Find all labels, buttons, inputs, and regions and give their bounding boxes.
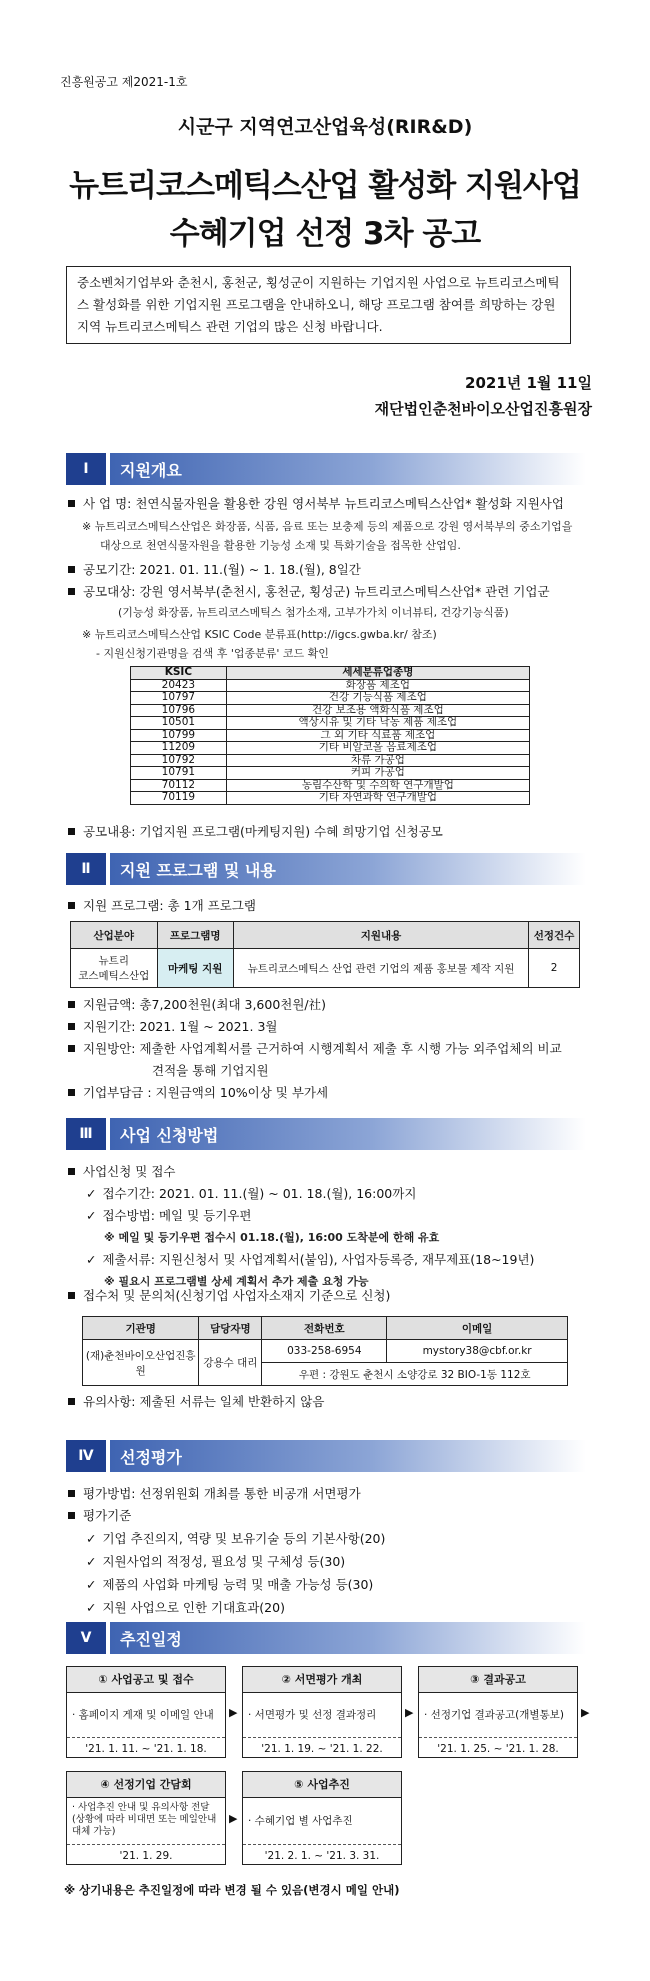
table-header-row	[71, 922, 580, 949]
bullet-icon	[68, 566, 75, 573]
contact-address: 우편 : 강원도 춘천시 소양강로 32 BIO-1동 112호	[262, 1363, 568, 1386]
documents-note: ※ 필요시 프로그램별 상세 계획서 추가 제출 요청 가능	[104, 1275, 369, 1288]
table-header: 산업분야	[71, 922, 158, 949]
section-title: 지원 프로그램 및 내용	[110, 853, 586, 885]
table-row	[131, 779, 530, 792]
section-3-header	[66, 1118, 586, 1150]
ksic-industry: 화장품 제조업	[226, 679, 529, 692]
ksic-industry: 액상시유 및 기타 낙농 제품 제조업	[226, 717, 529, 730]
eval-method-line: 평가방법: 선정위원회 개최를 통한 비공개 서면평가	[68, 1484, 361, 1502]
table-row	[83, 1340, 568, 1363]
ksic-table	[130, 666, 530, 805]
ksic-code: 70112	[131, 779, 227, 792]
section-number: Ⅴ	[66, 1622, 106, 1654]
arrow-right-icon: ▶	[229, 1812, 238, 1825]
content-line: 공모내용: 기업지원 프로그램(마케팅지원) 수혜 희망기업 신청공모	[68, 822, 443, 840]
apply-method-note: ※ 메일 및 등기우편 접수시 01.18.(월), 16:00 도착분에 한해 유효	[104, 1231, 440, 1244]
ksic-industry: 차류 가공업	[226, 754, 529, 767]
section-title: 추진일정	[110, 1622, 586, 1654]
ksic-industry: 건강 기능식품 제조업	[226, 692, 529, 705]
table-header-row	[83, 1317, 568, 1340]
schedule-step-4	[66, 1771, 226, 1865]
step-title: ④ 선정기업 간담회	[67, 1772, 225, 1798]
bullet-icon	[68, 828, 75, 835]
check-icon: ✓	[86, 1531, 97, 1546]
bullet-icon	[68, 588, 75, 595]
contact-org: (재)춘천바이오산업진흥원	[83, 1340, 199, 1386]
step-title: ⑤ 사업추진	[243, 1772, 401, 1798]
bullet-icon	[68, 1512, 75, 1519]
bullet-icon	[68, 1168, 75, 1175]
period-line: 공모기간: 2021. 01. 11.(월) ~ 1. 18.(월), 8일간	[68, 560, 361, 578]
burden-line: 기업부담금 : 지원금액의 10%이상 및 부가세	[68, 1083, 328, 1101]
schedule-step-2	[242, 1666, 402, 1758]
bullet-icon	[68, 1490, 75, 1497]
ksic-code: 20423	[131, 679, 227, 692]
check-icon: ✓	[86, 1600, 97, 1615]
ksic-industry: 커피 가공업	[226, 767, 529, 780]
table-header: 담당자명	[199, 1317, 262, 1340]
step-body: · 홈페이지 게재 및 이메일 안내	[67, 1693, 225, 1738]
check-icon: ✓	[86, 1577, 97, 1592]
schedule-step-5	[242, 1771, 402, 1865]
step-body: · 수혜기업 별 사업추진	[243, 1798, 401, 1845]
apply-method: ✓ 접수방법: 메일 및 등기우편	[86, 1208, 252, 1223]
target-line: 공모대상: 강원 영서북부(춘천시, 홍천군, 횡성군) 뉴트리코스메틱스산업* 관련 기업군	[68, 582, 550, 600]
schedule-step-3	[418, 1666, 578, 1758]
step-date: '21. 1. 29.	[119, 1850, 173, 1862]
bullet-icon	[68, 1292, 75, 1299]
bullet-icon	[68, 902, 75, 909]
ksic-code: 10797	[131, 692, 227, 705]
bullet-icon	[68, 1023, 75, 1030]
ksic-code: 70119	[131, 792, 227, 805]
ksic-industry: 기타 비알코올 음료제조업	[226, 742, 529, 755]
arrow-right-icon: ▶	[229, 1706, 238, 1719]
eval-criteria-line: 평가기준	[68, 1506, 131, 1524]
table-row	[131, 704, 530, 717]
check-icon: ✓	[86, 1186, 97, 1201]
bullet-icon	[68, 500, 75, 507]
table-row	[131, 679, 530, 692]
table-row	[131, 792, 530, 805]
table-row	[131, 754, 530, 767]
check-icon: ✓	[86, 1554, 97, 1569]
program-subtitle: 시군구 지역연고산업육성(RIR&D)	[177, 116, 473, 138]
ksic-code: 10799	[131, 729, 227, 742]
apply-period: ✓ 접수기간: 2021. 01. 11.(월) ~ 01. 18.(월), 16:00까지	[86, 1186, 417, 1201]
ksic-industry: 그 외 기타 식료품 제조업	[226, 729, 529, 742]
table-header: KSIC	[131, 667, 227, 680]
section-1-header	[66, 453, 586, 485]
selection-count: 2	[529, 949, 580, 988]
check-icon: ✓	[86, 1252, 97, 1267]
contact-person: 강용수 대리	[199, 1340, 262, 1386]
criteria-item: ✓ 지원사업의 적정성, 필요성 및 구체성 등(30)	[86, 1554, 346, 1569]
target-detail: (기능성 화장품, 뉴트리코스메틱스 첨가소재, 고부가가치 이너뷰티, 건강기능식품)	[118, 606, 509, 619]
table-header: 선정건수	[529, 922, 580, 949]
section-number: Ⅰ	[66, 453, 106, 485]
intro-box: 중소벤처기업부와 춘천시, 홍천군, 횡성군이 지원하는 기업지원 사업으로 뉴트리코스메틱스 활성화를 위한 기업지원 프로그램을 안내하오니, 해당 프로그램 참여를 희망하는 강원지역 뉴트리코스메틱스 관련 기업의 많은 신청 바랍니다.	[66, 266, 571, 344]
step-body: · 서면평가 및 선정 결과정리	[243, 1693, 401, 1738]
table-header: 지원내용	[233, 922, 528, 949]
bullet-icon	[68, 1398, 75, 1405]
table-header: 기관명	[83, 1317, 199, 1340]
section-number: Ⅲ	[66, 1118, 106, 1150]
arrow-right-icon: ▶	[581, 1706, 590, 1719]
documents-line: ✓ 제출서류: 지원신청서 및 사업계획서(붙임), 사업자등록증, 재무제표(18~19년)	[86, 1252, 535, 1267]
step-title: ② 서면평가 개최	[243, 1667, 401, 1693]
program-name: 마케팅 지원	[157, 949, 233, 988]
table-header: 전화번호	[262, 1317, 387, 1340]
duration-line: 지원기간: 2021. 1월 ~ 2021. 3월	[68, 1017, 277, 1035]
schedule-footnote: ※ 상기내용은 추진일정에 따라 변경 될 수 있음(변경시 메일 안내)	[64, 1883, 400, 1897]
step-title: ③ 결과공고	[419, 1667, 577, 1693]
ksic-industry: 건강 보조용 액화식품 제조업	[226, 704, 529, 717]
table-header: 세세분류업종명	[226, 667, 529, 680]
table-row	[131, 729, 530, 742]
table-row	[71, 949, 580, 988]
step-body: · 선정기업 결과공고(개별통보)	[419, 1693, 577, 1738]
criteria-item: ✓ 기업 추진의지, 역량 및 보유기술 등의 기본사항(20)	[86, 1531, 386, 1546]
notice-number: 진흥원공고 제2021-1호	[60, 75, 188, 89]
check-icon: ✓	[86, 1208, 97, 1223]
table-row	[131, 767, 530, 780]
section-4-header	[66, 1440, 586, 1472]
table-row	[131, 692, 530, 705]
notice-date: 2021년 1월 11일	[465, 374, 592, 392]
contact-phone: 033-258-6954	[262, 1340, 387, 1363]
ksic-note: - 지원신청기관명을 검색 후 '업종분류' 코드 확인	[96, 647, 329, 660]
contact-email[interactable]: mystory38@cbf.or.kr	[387, 1340, 568, 1363]
step-title: ① 사업공고 및 접수	[67, 1667, 225, 1693]
note-line: 대상으로 천연식물자원을 활용한 기능성 소재 및 특화기술을 접목한 산업임.	[100, 539, 461, 552]
title-line-1: 뉴트리코스메틱스산업 활성화 지원사업	[69, 168, 581, 204]
ksic-industry: 농림수산학 및 수의학 연구개발업	[226, 779, 529, 792]
section-title: 지원개요	[110, 453, 586, 485]
arrow-right-icon: ▶	[405, 1706, 414, 1719]
caution-line: 유의사항: 제출된 서류는 일체 반환하지 않음	[68, 1392, 324, 1410]
amount-line: 지원금액: 총7,200천원(최대 3,600천원/社)	[68, 995, 326, 1013]
section-5-header	[66, 1622, 586, 1654]
table-header-row	[131, 667, 530, 680]
table-header: 이메일	[387, 1317, 568, 1340]
bullet-icon	[68, 1001, 75, 1008]
step-date: '21. 1. 25. ~ '21. 1. 28.	[437, 1743, 559, 1755]
contact-table	[82, 1316, 568, 1386]
schedule-step-1	[66, 1666, 226, 1758]
ksic-code: 11209	[131, 742, 227, 755]
step-date: '21. 1. 19. ~ '21. 1. 22.	[261, 1743, 383, 1755]
step-date: '21. 1. 11. ~ '21. 1. 18.	[85, 1743, 207, 1755]
title-line-2: 수혜기업 선정 3차 공고	[169, 216, 481, 252]
program-table	[70, 921, 580, 988]
section-number: Ⅱ	[66, 853, 106, 885]
ksic-note: ※ 뉴트리코스메틱스산업 KSIC Code 분류표(http://igcs.gwba.kr/ 참조)	[82, 628, 437, 641]
table-row	[131, 742, 530, 755]
contact-line: 접수처 및 문의처(신청기업 사업자소재지 기준으로 신청)	[68, 1286, 390, 1304]
section-2-header	[66, 853, 586, 885]
business-name-line: 사 업 명: 천연식물자원을 활용한 강원 영서북부 뉴트리코스메틱스산업* 활성화 지원사업	[68, 494, 564, 512]
issuing-organization: 재단법인춘천바이오산업진흥원장	[374, 400, 592, 418]
program-content: 뉴트리코스메틱스 산업 관련 기업의 제품 홍보물 제작 지원	[233, 949, 528, 988]
method-line-cont: 견적을 통해 기업지원	[152, 1063, 269, 1078]
ksic-industry: 기타 자연과학 연구개발업	[226, 792, 529, 805]
ksic-code: 10791	[131, 767, 227, 780]
ksic-code: 10792	[131, 754, 227, 767]
step-body: · 사업추진 안내 및 유의사항 전달 (상황에 따라 비대면 또는 메일안내 대체 가능)	[67, 1798, 225, 1845]
bullet-icon	[68, 1089, 75, 1096]
apply-line: 사업신청 및 접수	[68, 1162, 175, 1180]
table-row	[131, 717, 530, 730]
method-line: 지원방안: 제출한 사업계획서를 근거하여 시행계획서 제출 후 시행 가능 외주업체의 비교	[68, 1039, 562, 1057]
bullet-icon	[68, 1045, 75, 1052]
section-number: Ⅳ	[66, 1440, 106, 1472]
ksic-code: 10501	[131, 717, 227, 730]
section-title: 선정평가	[110, 1440, 586, 1472]
ksic-code: 10796	[131, 704, 227, 717]
program-count-line: 지원 프로그램: 총 1개 프로그램	[68, 896, 256, 914]
criteria-item: ✓ 지원 사업으로 인한 기대효과(20)	[86, 1600, 285, 1615]
industry-field: 뉴트리 코스메틱스산업	[71, 949, 158, 988]
note-line: ※ 뉴트리코스메틱스산업은 화장품, 식품, 음료 또는 보충제 등의 제품으로 강원 영서북부의 중소기업을	[82, 520, 573, 533]
section-title: 사업 신청방법	[110, 1118, 586, 1150]
criteria-item: ✓ 제품의 사업화 마케팅 능력 및 매출 가능성 등(30)	[86, 1577, 374, 1592]
step-date: '21. 2. 1. ~ '21. 3. 31.	[264, 1850, 380, 1862]
table-header: 프로그램명	[157, 922, 233, 949]
